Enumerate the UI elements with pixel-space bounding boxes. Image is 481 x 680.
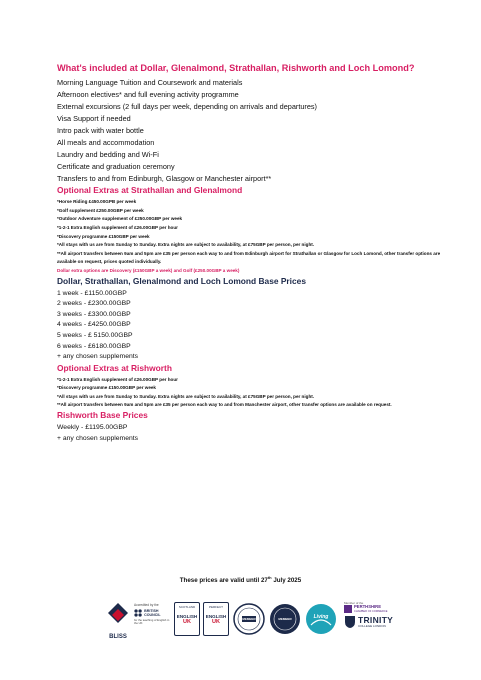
extras-line: **All airport transfers between 9am and 5pm are £35 per person each way to and from Edinburgh airport for Strathallan or Glasgow for Loch Lomond, other transfer options are available on request, prices quoted individually. <box>57 250 441 265</box>
included-item: Intro pack with water bottle <box>57 126 144 136</box>
english-text-2: ENGLISH <box>205 614 227 619</box>
extras-line: *1-2-1 Extra English supplement of £26.00GBP per hour <box>57 224 178 230</box>
included-item: All meals and accommodation <box>57 138 155 148</box>
extras-line: **All airport transfers between 9am and 5pm are £35 per person each way to and from Manchester airport, other transfer options are available on request. <box>57 402 392 408</box>
accreditation-logos <box>100 601 440 641</box>
base-prices-heading: Dollar, Strathallan, Glenalmond and Loch Lomond Base Prices <box>57 275 306 286</box>
english-uk-scotland-logo <box>174 602 200 636</box>
english-text: ENGLISH <box>176 614 198 619</box>
badge1-text: MEMBER <box>242 616 256 621</box>
extras-line: *Horse Riding £450.00GPB per week <box>57 199 137 205</box>
price-row: Weekly - £1195.00GBP <box>57 424 128 432</box>
bc-sub-text: for the teaching of English in the UK <box>134 618 170 626</box>
price-row: 4 weeks - £4250.00GBP <box>57 321 131 329</box>
trinity-crest-icon <box>344 615 356 629</box>
british-council-text: BRITISH COUNCIL <box>144 609 161 617</box>
accredited-text: Accredited by the <box>134 603 159 607</box>
validity-tail: July 2025 <box>271 577 302 585</box>
badge2-text: MEMBER <box>278 616 292 621</box>
extras-line: *Discovery programme £150.00GBP per week <box>57 385 156 391</box>
perfect-text: PERFECT <box>208 605 223 609</box>
included-list <box>57 77 441 185</box>
extras-strathallan-list <box>57 198 441 275</box>
member-badge-2 <box>269 603 301 635</box>
perthshire-text: PERTHSHIRE <box>354 604 381 610</box>
included-item: External excursions (2 full days per week, depending on arrivals and departures) <box>57 102 317 112</box>
included-item: Visa Support if needed <box>57 114 131 124</box>
british-council-dots-icon <box>134 608 142 618</box>
extras-rishworth-heading: Optional Extras at Rishworth <box>57 362 172 373</box>
perfect-english-uk-logo <box>203 602 229 636</box>
trinity-text: TRINITY <box>358 614 394 625</box>
price-row: + any chosen supplements <box>57 353 139 361</box>
base-prices-list <box>57 289 441 363</box>
price-row: 2 weeks - £2300.00GBP <box>57 300 131 308</box>
chamber-icon <box>344 605 352 613</box>
extras-line: *Outdoor Adventure supplement of £250.00GBP per week <box>57 216 183 222</box>
living-logo <box>305 603 337 635</box>
included-item: Morning Language Tuition and Coursework and materials <box>57 78 243 88</box>
included-item: Laundry and bedding and Wi-Fi <box>57 150 159 160</box>
page-heading: What's included at Dollar, Glenalmond, Strathallan, Rishworth and Loch Lomond? <box>57 63 415 73</box>
bliss-mark-icon <box>104 601 132 629</box>
scotland-text: SCOTLAND <box>178 605 196 609</box>
chamber-text: CHAMBER OF COMMERCE <box>354 609 388 613</box>
uk-text: UK <box>183 619 191 625</box>
extras-line: *All stays with us are from Sunday to Sunday. Extra nights are subject to availability, at £75GBP per person, per night. <box>57 242 315 248</box>
included-item: Certificate and graduation ceremony <box>57 162 175 172</box>
price-row: 5 weeks - £ 5150.00GBP <box>57 331 133 339</box>
price-row: 1 week - £1150.00GBP <box>57 289 127 297</box>
extras-line: *All stays with us are from Sunday to Sunday. Extra nights are subject to availability, at £75GBP per person, per night. <box>57 393 315 399</box>
rishworth-prices-heading: Rishworth Base Prices <box>57 410 148 421</box>
bliss-text: BLISS <box>109 634 127 640</box>
price-row: 6 weeks - £6180.00GBP <box>57 342 131 350</box>
extras-rishworth-list <box>57 376 441 410</box>
living-text: Living <box>313 614 329 620</box>
rishworth-prices-list <box>57 423 441 444</box>
extras-strathallan-heading: Optional Extras at Strathallan and Glenalmond <box>57 185 243 196</box>
validity-text: These prices are valid until 27 <box>179 577 268 585</box>
price-row: 3 weeks - £3300.00GBP <box>57 310 131 318</box>
british-council-logo <box>134 603 170 643</box>
dollar-extras-note: Dollar extra options are Discovery (£150GBP a week) and Golf (£250.00GBP a week) <box>57 267 240 273</box>
included-item: Afternoon electives* and full evening activity programme <box>57 90 239 100</box>
bliss-logo <box>104 601 132 641</box>
extras-line: *Discovery programme £150GBP per week <box>57 233 150 239</box>
uk-text-2: UK <box>212 619 220 625</box>
trinity-sub-text: COLLEGE LONDON <box>358 623 386 628</box>
validity-note <box>0 575 481 584</box>
extras-line: *Golf supplement £250.00GBP per week <box>57 207 144 213</box>
included-item: Transfers to and from Edinburgh, Glasgow or Manchester airport** <box>57 174 272 184</box>
extras-line: *1-2-1 Extra English supplement of £26.00GBP per hour <box>57 376 178 382</box>
member-badge-1 <box>233 603 265 635</box>
validity-sup: th <box>267 575 272 580</box>
price-row: + any chosen supplements <box>57 434 139 442</box>
member-of-text: Member of the <box>344 601 364 605</box>
perthshire-trinity-logo <box>344 601 426 641</box>
